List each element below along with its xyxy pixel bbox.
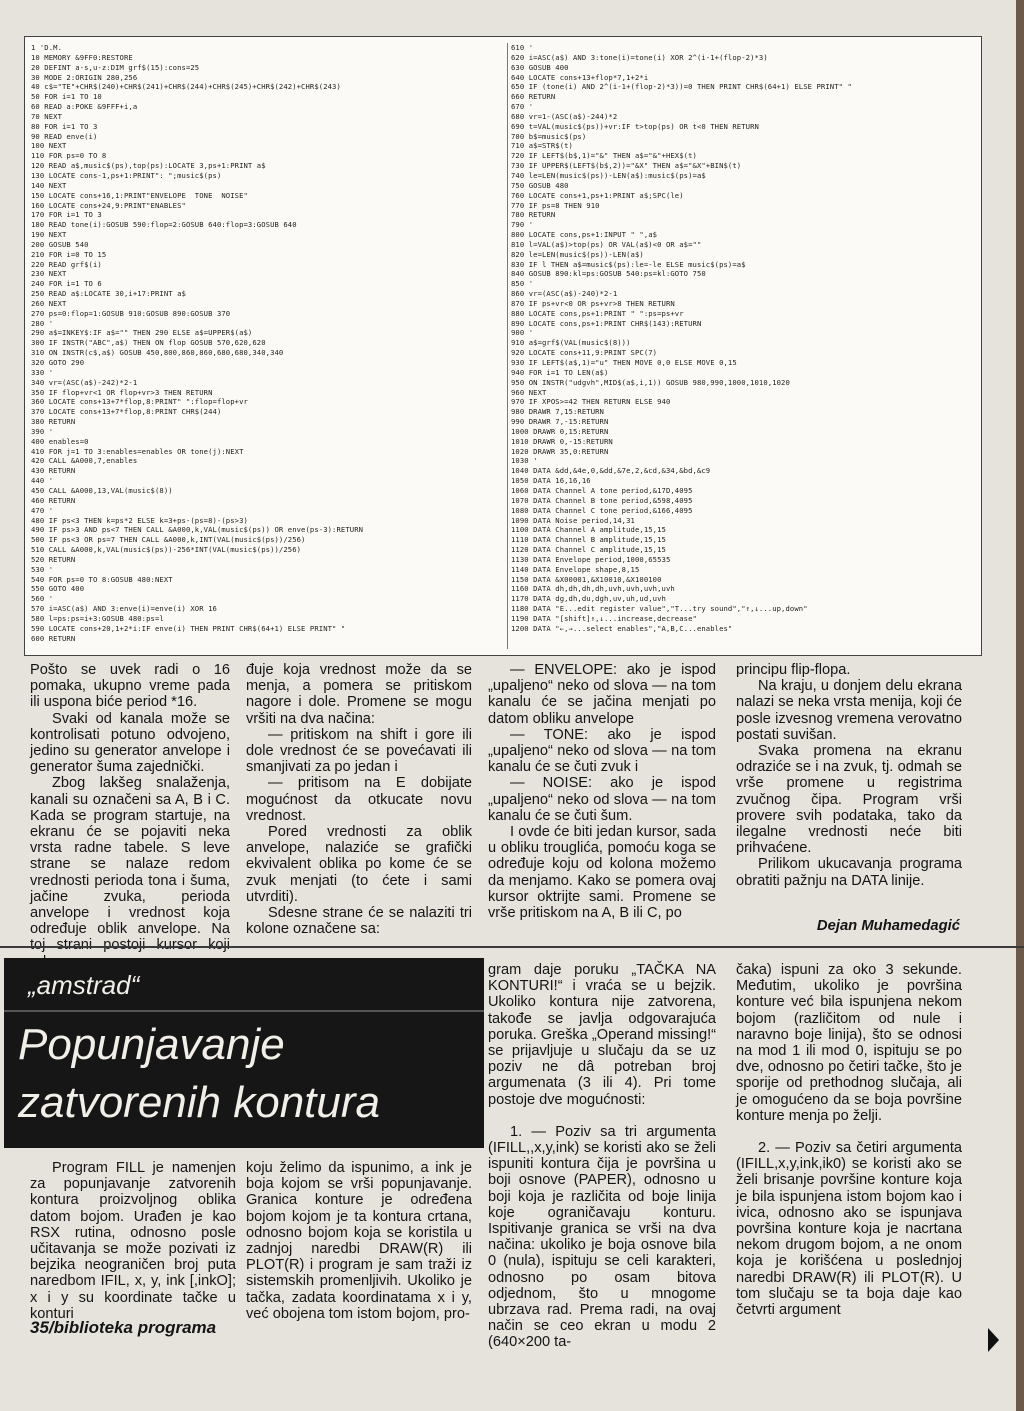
listing-left-column: 1 'D.M. 10 MEMORY &9FF0:RESTORE 20 DEFINT a-s,u-z:DIM grf$(15):cons=25 30 MODE 2:ORIGIN 280,256 40 c$="TE"+CHR$(240)+CHR$(241)+CHR$(244)+CHR$(245)+CHR$(242)+CHR$(243) 50 FOR i=1 TO 10 60 READ a:POKE &9FFF+i,a 70 NEXT 80 FOR i=1 TO 3 90 READ enve(i) 100 NEXT 110 FOR ps=0 TO 8 120 READ a$,music$(ps),top(ps):LOCATE 3,ps+1:PRINT a$ 130 LOCATE cons-1,ps+1:PRINT": ";music$(ps) 140 NEXT 150 LOCATE cons+16,1:PRINT"ENVELOPE TONE NOISE" 160 LOCATE cons+24,9:PRINT"ENABLES" 170 FOR i=1 TO 3 180 READ tone(i):GOSUB 590:flop=2:GOSUB 640:flop=3:GOSUB 640 190 NEXT 200 GOSUB 540 210 FOR i=0 TO 15 220 READ grf$(i) 230 NEXT 240 FOR i=1 TO 6 250 READ a$:LOCATE 30,i+17:PRINT a$ 260 NEXT 270 ps=0:flop=1:GOSUB 910:GOSUB 890:GOSUB 370 280 ' 290 a$=INKEY$:IF a$="" THEN 290 ELSE a$=UPPER$(a$) 300 IF INSTR("ABC",a$) THEN ON flop GOSUB 570,620,620 310 ON INSTR(c$,a$) GOSUB 450,800,860,860,680,680,340,340 320 GOTO 290 330 ' 340 vr=(ASC(a$)-242)*2-1 350 IF flop+vr<1 OR flop+vr>3 THEN RETURN 360 LOCATE cons+13+7*flop,8:PRINT" ":flop=flop+vr 370 LOCATE cons+13+7*flop,8:PRINT CHR$(244) 380 RETURN 390 ' 400 enables=0 410 FOR j=1 TO 3:enables=enables OR tone(j):NEXT 420 CALL &A000,7,enables 430 RETURN 440 ' 450 CALL &A000,13,VAL(music$(8)) 460 RETURN 470 ' 480 IF ps<3 THEN k=ps*2 ELSE k=3+ps-(ps=8)-(ps>3) 490 IF ps>3 AND ps<7 THEN CALL &A000,k,VAL(music$(ps)) OR enve(ps-3):RETURN 500 IF ps<3 OR ps=7 THEN CALL &A000,k,INT(VAL(music$(ps))/256) 510 CALL &A000,k,VAL(music$(ps))-256*INT(VAL(music$(ps))/256) 520 RETURN 530 ' 540 FOR ps=0 TO 8:GOSUB 480:NEXT 550 GOTO 400 560 ' 570 i=ASC(a$) AND 3:enve(i)=enve(i) XOR 16 580 l=ps:ps=i+3:GOSUB 480:ps=l 590 LOCATE cons+20,1+2*i:IF enve(i) THEN PRINT CHR$(64+1) ELSE PRINT" " 600 RETURN: [31, 43, 364, 643]
paragraph: — TONE: ako je ispod „upaljeno“ neko od slova — na tom kanalu će se čuti zvuk i: [488, 726, 716, 776]
paragraph: Pošto se uvek radi o 16 pomaka, ukupno vreme pada ili uspona biće period *16.: [30, 662, 230, 711]
paragraph: Pored vrednosti za oblik anvelope, nalaziće se grafički ekvivalent oblika po kome će se zvuk menjati (to ćete i sami utvrditi).: [246, 824, 472, 905]
paragraph: Na kraju, u donjem delu ekrana nalazi se neka vrsta menija, koji će posle izvesnog vremena verovatno postati suvišan.: [736, 678, 962, 743]
paragraph: gram daje poruku „TAČKA NA KONTURI!“ i vraća se u bejzik. Ukoliko kontura nije zatvorena, takođe se javlja odgovarajuća poruka. Greška „Operand missing!“ se prijavljuje u slučaju da se uz poziv ne dâ potreban broj argumenata (3 ili 4). Pri tome postoje dve mogućnosti:: [488, 962, 716, 1108]
article2-column-3: [488, 962, 716, 1351]
paragraph: — pritiskom na shift i gore ili dole vrednost će se povećavati ili smanjivati za po jedan i: [246, 726, 472, 776]
page-edge: [1016, 0, 1024, 1411]
paragraph: 1. — Poziv sa tri argumenta (IFILL,,x,y,ink) se koristi ako se želi ispuniti kontura čija je površina u boji osnove (PAPER), odnosno u boji koja je različita od boje linija koje ograničavaju konturu. Ispitivanje granica se vrši na dva načina: ukoliko je boja osnove bila 0 (nula), ispituju se celi karakteri, odnosno po osam bitova odjednom, što u mnogome ubrzava rad. Prema radi, na ovaj način se ceo ekran u modu 2 (640×200 ta-: [488, 1123, 716, 1351]
section-separator: [0, 946, 1024, 948]
series-footer: 35/biblioteka programa: [30, 1318, 217, 1337]
listing-right-column: 610 ' 620 i=ASC(a$) AND 3:tone(i)=tone(i) XOR 2^(i-1+(flop-2)*3) 630 GOSUB 400 640 LOCATE cons+13+flop*7,1+2*i 650 IF (tone(i) AND 2^(i-1+(flop-2)*3))=0 THEN PRINT CHR$(64+1) ELSE PRINT" " 660 RETURN 670 ' 680 vr=1-(ASC(a$)-244)*2 690 t=VAL(music$(ps))+vr:IF t>top(ps) OR t<0 THEN RETURN 700 b$=music$(ps) 710 a$=STR$(t) 720 IF LEFT$(b$,1)="&" THEN a$="&"+HEX$(t) 730 IF UPPER$(LEFT$(b$,2))="&X" THEN a$="&X"+BIN$(t) 740 le=LEN(music$(ps))-LEN(a$):music$(ps)=a$ 750 GOSUB 480 760 LOCATE cons+1,ps+1:PRINT a$;SPC(le) 770 IF ps=8 THEN 910 780 RETURN 790 ' 800 LOCATE cons,ps+1:INPUT " ",a$ 810 l=VAL(a$)>top(ps) OR VAL(a$)<0 OR a$="" 820 le=LEN(music$(ps))-LEN(a$) 830 IF l THEN a$=music$(ps):le=-le ELSE music$(ps)=a$ 840 GOSUB 890:kl=ps:GOSUB 540:ps=kl:GOTO 750 850 ' 860 vr=(ASC(a$)-240)*2-1 870 IF ps+vr<0 OR ps+vr>8 THEN RETURN 880 LOCATE cons,ps+1:PRINT " ":ps=ps+vr 890 LOCATE cons,ps+1:PRINT CHR$(143):RETURN 900 ' 910 a$=grf$(VAL(music$(8))) 920 LOCATE cons+11,9:PRINT SPC(7) 930 IF LEFT$(a$,1)="u" THEN MOVE 0,0 ELSE MOVE 0,15 940 FOR i=1 TO LEN(a$) 950 ON INSTR("udgvh",MID$(a$,i,1)) GOSUB 980,990,1000,1010,1020 960 NEXT 970 IF XPOS>=42 THEN RETURN ELSE 940 980 DRAWR 7,15:RETURN 990 DRAWR 7,-15:RETURN 1000 DRAWR 0,15:RETURN 1010 DRAWR 0,-15:RETURN 1020 DRAWR 35,0:RETURN 1030 ' 1040 DATA &dd,&4e,0,&dd,&7e,2,&cd,&34,&bd,&c9 1050 DATA 16,16,16 1060 DATA Channel A tone period,&17D,4095 1070 DATA Channel B tone period,&598,4095 1080 DATA Channel C tone period,&166,4095 1090 DATA Noise period,14,31 1100 DATA Channel A amplitude,15,15 1110 DATA Channel B amplitude,15,15 1120 DATA Channel C amplitude,15,15 1130 DATA Envelope period,1000,65535 1140 DATA Envelope shape,8,15 1150 DATA &X00001,&X10010,&X100100 1160 DATA dh,dh,dh,dh,uvh,uvh,uvh,uvh 1170 DATA dg,dh,du,dgh,uv,uh,ud,uvh 1180 DATA "E...edit register value","T...try sound","↑,↓...up,down" 1190 DATA "[shift]↑,↓...increase,decrease" 1200 DATA "←,→...select enables","A,B,C...enables": [511, 43, 852, 633]
paragraph: Sdesne strane će se nalaziti tri kolone označene sa:: [246, 905, 472, 938]
paragraph: Svaka promena na ekranu odraziće se i na zvuk, tj. odmah se vrše promene u registrima zvučnog čipa. Program vrši provere svih podataka, tako da ilegalne vrednosti neće biti prihvaćene.: [736, 743, 962, 857]
paragraph: Program FILL je namenjen za popunjavanje zatvorenih kontura proizvoljnog oblika datom bojom. Urađen je kao RSX rutina, odnosno posle učitavanja se može pozivati iz bejzika neograničen broj puta naredbom IFIL, x, y, ink [,inkO]; x i y su koordinate tačke u konturi: [30, 1160, 236, 1322]
paragraph: đuje koja vrednost može da se menja, a pomera se pritiskom nagore i dole. Promene se mogu vršiti na dva načina:: [246, 662, 472, 727]
paragraph: 2. — Poziv sa četiri argumenta (IFILL,x,y,ink,ik0) se koristi ako se želi brisanje površine konture koja je bila ispunjena istom bojom kao i ivica, odnosno ako se ispunjava površina konture koja je nacrtana nekom drugom bojom, a ne onom koja je korišćena u poslednjoj naredbi DRAW(R) ili PLOT(R). U tom slučaju se ta boja daje kao četvrti argument: [736, 1140, 962, 1319]
article1-column-4: [736, 662, 962, 889]
program-listing: [24, 36, 982, 656]
paragraph: principu flip-flopa.: [736, 662, 851, 678]
article-banner: [4, 958, 484, 1148]
article2-column-4: [736, 962, 962, 1318]
article-title-line-1: Popunjavanje: [18, 1020, 285, 1069]
paragraph: — pritisom na E dobijate mogućnost da otkucate novu vrednost.: [246, 775, 472, 824]
paragraph: — NOISE: ako je ispod „upaljeno“ neko od slova — na tom kanalu će se čuti šum.: [488, 775, 716, 824]
article1-column-3: [488, 662, 716, 921]
brand-label: „amstrad“: [28, 970, 140, 1000]
continue-arrow-icon: [988, 1328, 999, 1352]
article1-column-1: [30, 662, 230, 970]
article2-column-2: [246, 1160, 472, 1322]
paragraph: koju želimo da ispunimo, a ink je boja kojom se vrši popunjavanje. Granica konture je određena bojom kojom je ta kontura crtana, odnosno bojom koja se koristila u zadnjoj naredbi DRAW(R) ili PLOT(R) i program je sam traži iz sistemskih promenljivih. Ukoliko je tačka, zadata koordinatama x i y, već obojena tom istom bojom, pro-: [246, 1160, 472, 1322]
article1-column-2: [246, 662, 472, 937]
paragraph: Prilikom ukucavanja programa obratiti pažnju na DATA linije.: [736, 856, 962, 889]
listing-divider: [507, 43, 508, 649]
banner-rule: [4, 1010, 484, 1012]
paragraph: I ovde će biti jedan kursor, sada u obliku trouglića, pomoću koga se određuje koju od kolona možemo da menjamo. Kako se pomera ovaj kursor oktrijte sami. Promene se vrše pritiskom na A, B ili C, po: [488, 824, 716, 922]
paragraph: — ENVELOPE: ako je ispod „upaljeno“ neko od slova — na tom kanalu će se jačina menjati po datom obliku anvelope: [488, 662, 716, 727]
article2-column-1: [30, 1160, 236, 1322]
paragraph: čaka) ispuni za oko 3 sekunde. Međutim, ukoliko je površina konture već bila ispunjena nekom bojom (različitom od nule i naravno boje linija), što se odnosi na mod 1 ili mod 0, ispituju se po dve, odnosno po četiri tačke, što je sporije od prethodnog slučaja, ali je omogućeno da se boja površine konture menja po želji.: [736, 962, 962, 1124]
paragraph: Svaki od kanala može se kontrolisati potuno odvojeno, jedino su generator anvelope i generator šuma zajednički.: [30, 710, 230, 776]
paragraph: Zbog lakšeg snalaženja, kanali su označeni sa A, B i C. Kada se program startuje, na ekranu će se pojaviti neka vrsta radne tabele. S leve strane se nalaze redom vrednosti perioda tona i šuma, jačine zvuka, perioda anvelope i vrednost koja određuje oblik anvelope. Na: [30, 775, 230, 938]
author-signature: Dejan Muhamedagić: [816, 918, 960, 934]
article-title-line-2: zatvorenih kontura: [18, 1078, 380, 1127]
